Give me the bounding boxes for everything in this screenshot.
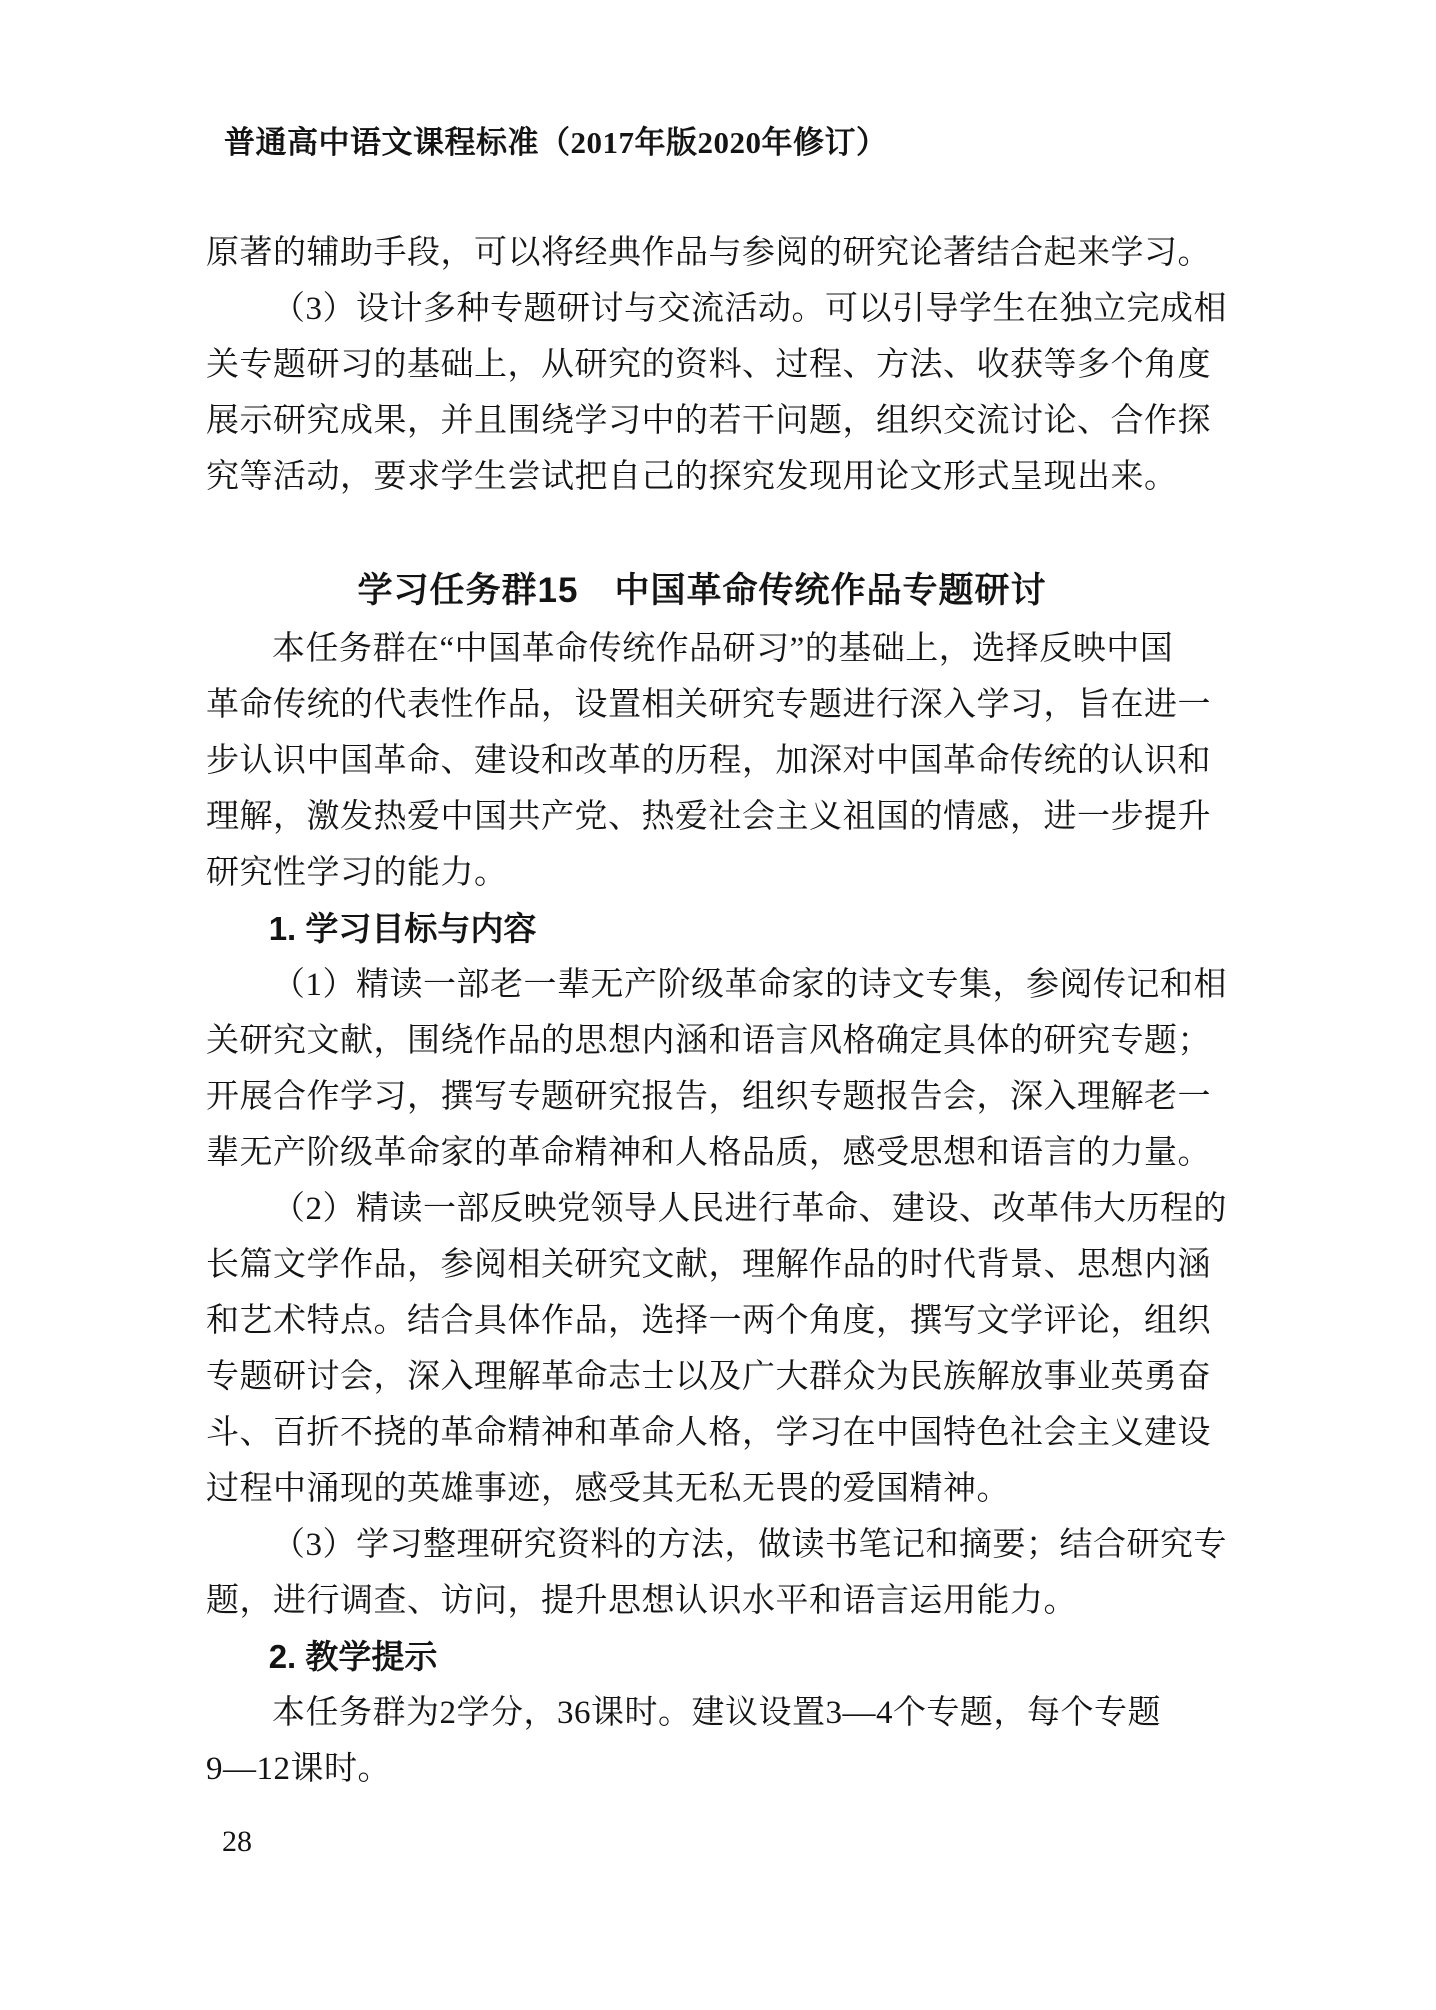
body-line: （3）学习整理研究资料的方法，做读书笔记和摘要；结合研究专 (272, 1527, 1227, 1563)
paragraph-carryover (206, 225, 1211, 281)
body-line: 步认识中国革命、建设和改革的历程，加深对中国革命传统的认识和 (206, 743, 1211, 779)
body-line: 展示研究成果，并且围绕学习中的若干问题，组织交流讨论、合作探 (206, 403, 1211, 439)
subheading-learning-goals: 1. 学习目标与内容 (268, 910, 537, 947)
body-line: 长篇文学作品，参阅相关研究文献，理解作品的时代背景、思想内涵 (206, 1247, 1211, 1283)
body-line: 理解，激发热爱中国共产党、热爱社会主义祖国的情感，进一步提升 (206, 799, 1211, 835)
paragraph-section-intro (206, 621, 1211, 901)
body-line: 辈无产阶级革命家的革命精神和人格品质，感受思想和语言的力量。 (206, 1135, 1211, 1171)
page-number: 28 (222, 1825, 252, 1858)
body-line: 研究性学习的能力。 (206, 855, 508, 891)
body-line: 专题研讨会，深入理解革命志士以及广大群众为民族解放事业英勇奋 (206, 1359, 1211, 1395)
page-body (206, 225, 1227, 1797)
body-line: 9—12课时。 (206, 1751, 391, 1787)
body-line: 本任务群为2学分，36课时。建议设置3—4个专题，每个专题 (272, 1695, 1161, 1731)
paragraph-goal-2 (206, 1181, 1227, 1517)
body-line: 原著的辅助手段，可以将经典作品与参阅的研究论著结合起来学习。 (206, 235, 1211, 271)
section-heading-task-group-15: 学习任务群15 中国革命传统作品专题研讨 (357, 571, 1047, 610)
paragraph-goal-3 (206, 1517, 1227, 1629)
body-line: 斗、百折不挠的革命精神和革命人格，学习在中国特色社会主义建设 (206, 1415, 1211, 1451)
body-line: 关专题研习的基础上，从研究的资料、过程、方法、收获等多个角度 (206, 347, 1211, 383)
body-line: 和艺术特点。结合具体作品，选择一两个角度，撰写文学评论，组织 (206, 1303, 1211, 1339)
body-line: （2）精读一部反映党领导人民进行革命、建设、改革伟大历程的 (272, 1191, 1227, 1227)
paragraph-teaching-tips (206, 1685, 1198, 1797)
body-line: 本任务群在“中国革命传统作品研习”的基础上，选择反映中国 (272, 631, 1174, 667)
subheading-teaching-tips: 2. 教学提示 (268, 1638, 438, 1675)
paragraph-item3-discussion (206, 281, 1227, 505)
body-line: （1）精读一部老一辈无产阶级革命家的诗文专集，参阅传记和相 (272, 967, 1227, 1003)
body-line: 革命传统的代表性作品，设置相关研究专题进行深入学习，旨在进一 (206, 687, 1211, 723)
body-line: 过程中涌现的英雄事迹，感受其无私无畏的爱国精神。 (206, 1471, 1010, 1507)
running-header: 普通高中语文课程标准（2017年版2020年修订） (224, 125, 888, 160)
paragraph-goal-1 (206, 957, 1227, 1181)
body-line: 开展合作学习，撰写专题研究报告，组织专题报告会，深入理解老一 (206, 1079, 1211, 1115)
body-line: 题，进行调查、访问，提升思想认识水平和语言运用能力。 (206, 1583, 1077, 1619)
body-line: 关研究文献，围绕作品的思想内涵和语言风格确定具体的研究专题； (206, 1023, 1211, 1059)
body-line: （3）设计多种专题研讨与交流活动。可以引导学生在独立完成相 (272, 291, 1227, 327)
body-line: 究等活动，要求学生尝试把自己的探究发现用论文形式呈现出来。 (206, 459, 1178, 495)
